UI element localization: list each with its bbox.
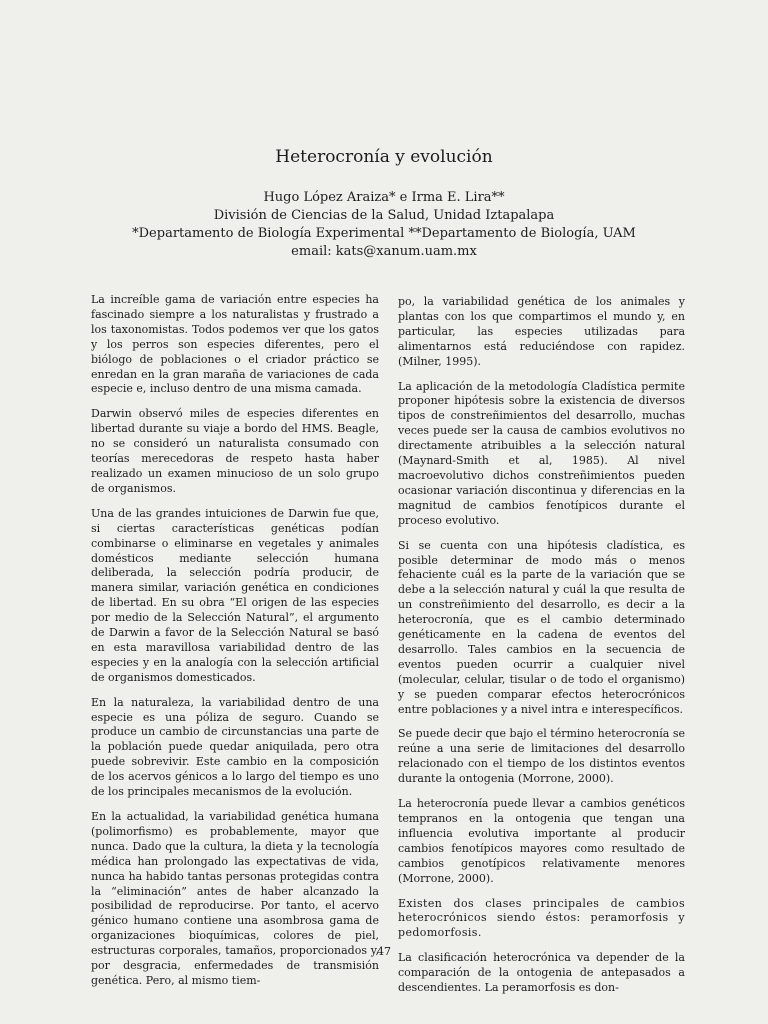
- right-column: [398, 295, 685, 1006]
- paragraph: La increíble gama de variación entre especies ha fascinado siempre a los naturalistas y frustrado a los taxonomistas. Todos podemos ver que los gatos y los perros son especies diferentes, pero el biólogo de poblaciones o el criador práctico se enredan en la gran maraña de variaciones de cada especie e, incluso dentro de una misma camada.: [91, 293, 379, 396]
- affiliation-departments: *Departamento de Biología Experimental **Departamento de Biología, UAM: [132, 226, 636, 241]
- paragraph: La clasificación heterocrónica va depender de la comparación de la ontogenia de antepasados a descendientes. La peramorfosis es don-: [398, 951, 685, 995]
- paragraph: En la naturaleza, la variabilidad dentro de una especie es una póliza de seguro. Cuando se produce un cambio de circunstancias una parte de la población puede quedar aniquilada, pero otra puede sobrevivir. Este cambio en la composición de los acervos génicos a lo largo del tiempo es uno de los principales mecanismos de la evolución.: [91, 695, 379, 799]
- left-column: [91, 293, 379, 999]
- paragraph: Se puede decir que bajo el término heterocronía se reúne a una serie de limitaciones del desarrollo relacionado con el tiempo de los distintos eventos durante la ontogenia (Morrone, 2000).: [398, 727, 685, 786]
- paragraph: En la actualidad, la variabilidad genética humana (polimorfismo) es probablemente, mayor que nunca. Dado que la cultura, la dieta y la tecnología médica han prolongado las expectativas de vida, nunca ha habido tantas personas protegidas contra la “eliminación” antes de haber alcanzado la posibilidad de reproducirse. Por tanto, el acervo génico humano contiene una asombrosa gama de organizaciones bioquímicas, colores de piel, estructuras corporales, tamaños, proporcionados y, por desgracia, enfermedades de transmisión genética. Pero, al mismo tiem-: [91, 810, 379, 987]
- author-email: email: kats@xanum.uam.mx: [291, 244, 477, 259]
- author-block: [0, 189, 768, 261]
- paragraph: Darwin observó miles de especies diferentes en libertad durante su viaje a bordo del HMS. Beagle, no se consideró un naturalista consumado con teorías merecedoras de respeto hasta haber realizado un examen minucioso de un solo grupo de organismos.: [91, 407, 379, 495]
- paragraph: La aplicación de la metodología Cladística permite proponer hipótesis sobre la existencia de diversos tipos de constreñimientos del desarrollo, muchas veces puede ser la causa de cambios evolutivos no directamente atribuibles a la selección natural (Maynard-Smith et al, 1985). Al nivel macroevolutivo dichos constreñimientos pueden ocasionar variación discontinua y diferencias en la magnitud de cambios fenotípicos durante el proceso evolutivo.: [398, 379, 685, 527]
- paragraph: Existen dos clases principales de cambios heterocrónicos siendo éstos: peramorfosis y pedomorfosis.: [398, 896, 685, 940]
- affiliation-division: División de Ciencias de la Salud, Unidad Iztapalapa: [213, 208, 555, 223]
- paragraph: Una de las grandes intuiciones de Darwin fue que, si ciertas características genéticas podían combinarse o eliminarse en vegetales y animales domésticos mediante selección humana deliberada, la selección podría producir, de manera similar, variación genética en condiciones de libertad. En su obra “El origen de las especies por medio de la Selección Natural”, el argumento de Darwin a favor de la Selección Natural se basó en esta maravillosa variabilidad dentro de las especies y en la analogía con la selección artificial de organismos domesticados.: [91, 506, 379, 684]
- paragraph: La heterocronía puede llevar a cambios genéticos tempranos en la ontogenia que tengan una influencia evolutiva importante al producir cambios fenotípicos mayores como resultado de cambios genotípicos relativamente menores (Morrone, 2000).: [398, 797, 685, 885]
- paragraph: Si se cuenta con una hipótesis cladística, es posible determinar de modo más o menos fehaciente cuál es la parte de la variación que se debe a la selección natural y cuál la que resulta de un constreñimiento del desarrollo, es decir a la heterocronía, que es el cambio determinado genéticamente en la cadena de eventos del desarrollo. Tales cambios en la secuencia de eventos pueden ocurrir a cualquier nivel (molecular, celular, tisular o de todo el organismo) y se pueden comparar efectos heterocrónicos entre poblaciones y a nivel intra e interespecíficos.: [398, 538, 685, 716]
- paragraph: po, la variabilidad genética de los animales y plantas con los que compartimos el mundo y, en particular, las especies utilizadas para alimentarnos está reduciéndose con rapidez. (Milner, 1995).: [398, 295, 685, 368]
- paper-title: Heterocronía y evolución: [275, 147, 493, 167]
- page-number: 47: [377, 945, 391, 958]
- author-names: Hugo López Araiza* e Irma E. Lira**: [263, 190, 505, 205]
